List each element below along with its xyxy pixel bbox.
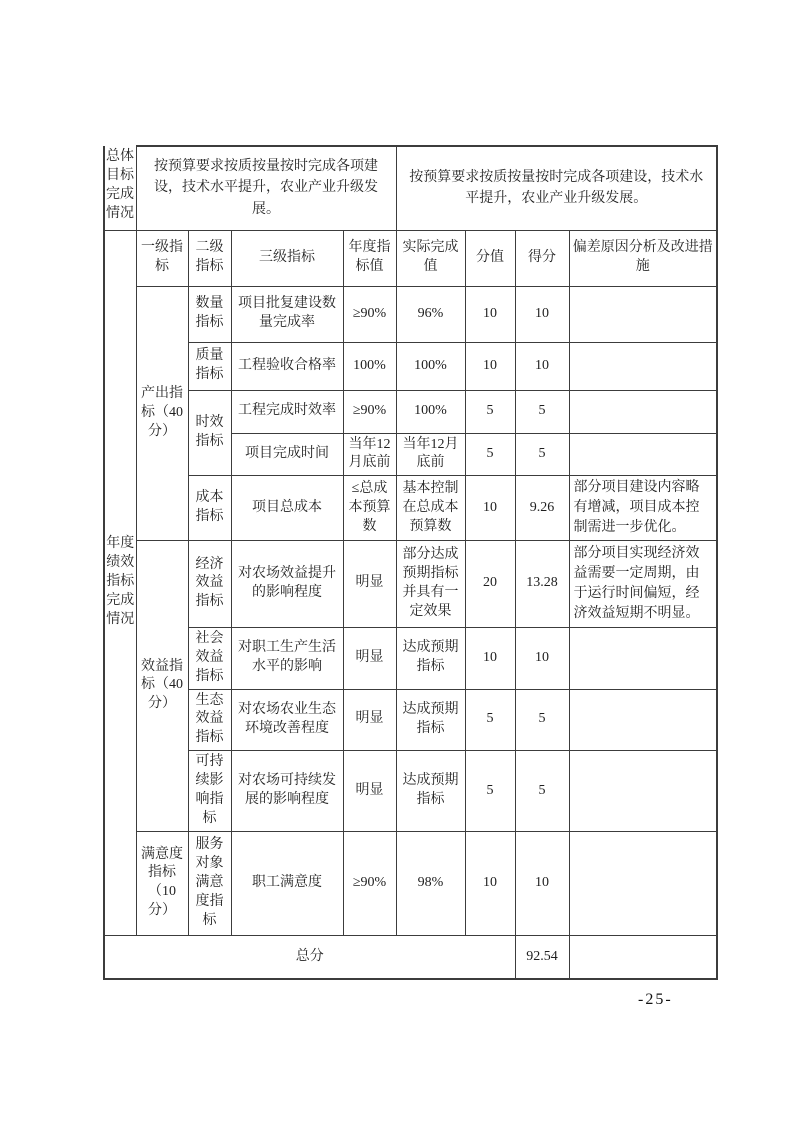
- level1-benefit-indicator: 效益指标（40分）: [136, 540, 188, 831]
- remark-cell: 部分项目实现经济效益需要一定周期，由于运行时间偏短，经济效益短期不明显。: [569, 540, 717, 627]
- level2-cell: 生态效益指标: [188, 689, 231, 751]
- remark-cell: [569, 433, 717, 476]
- level2-cell: 成本指标: [188, 476, 231, 541]
- col-header-remark: 偏差原因分析及改进措施: [569, 230, 717, 286]
- actual-cell: 96%: [396, 286, 465, 342]
- level3-cell: 对职工生产生活水平的影响: [231, 627, 343, 689]
- actual-cell: 100%: [396, 342, 465, 390]
- table-row: [104, 689, 717, 751]
- section-label-overall: 总体目标完成情况: [104, 146, 136, 230]
- level3-cell: 项目完成时间: [231, 433, 343, 476]
- table-row: [104, 476, 717, 541]
- table-row: [104, 627, 717, 689]
- level1-output-indicator: 产出指标（40分）: [136, 286, 188, 540]
- score-cell: 5: [515, 390, 569, 433]
- score-cell: 5: [515, 689, 569, 751]
- col-header-level1: 一级指标: [136, 230, 188, 286]
- actual-cell: 98%: [396, 831, 465, 935]
- target-cell: ≥90%: [343, 831, 396, 935]
- table-row: [104, 286, 717, 342]
- section-label-annual: 年度绩效指标完成情况: [104, 230, 136, 935]
- performance-indicator-table: [103, 145, 718, 980]
- remark-cell: [569, 390, 717, 433]
- level3-cell: 工程完成时效率: [231, 390, 343, 433]
- target-cell: 明显: [343, 540, 396, 627]
- total-remark-cell: [569, 935, 717, 979]
- score-cell: 5: [515, 433, 569, 476]
- actual-cell: 达成预期指标: [396, 689, 465, 751]
- points-cell: 5: [465, 390, 515, 433]
- level2-cell: 时效指标: [188, 390, 231, 476]
- target-cell: ≥90%: [343, 286, 396, 342]
- actual-cell: 部分达成预期指标并具有一定效果: [396, 540, 465, 627]
- target-cell: 100%: [343, 342, 396, 390]
- remark-cell: [569, 831, 717, 935]
- score-cell: 5: [515, 751, 569, 832]
- total-label-cell: 总分: [104, 935, 515, 979]
- col-header-actual: 实际完成值: [396, 230, 465, 286]
- score-cell: 10: [515, 342, 569, 390]
- level3-cell: 项目总成本: [231, 476, 343, 541]
- remark-cell: [569, 342, 717, 390]
- level3-cell: 对农场可持续发展的影响程度: [231, 751, 343, 832]
- level3-cell: 项目批复建设数量完成率: [231, 286, 343, 342]
- target-cell: 明显: [343, 689, 396, 751]
- score-cell: 10: [515, 831, 569, 935]
- col-header-target: 年度指标值: [343, 230, 396, 286]
- overall-goal-row: [104, 146, 717, 230]
- remark-cell: [569, 627, 717, 689]
- col-header-score: 得分: [515, 230, 569, 286]
- table-row: [104, 342, 717, 390]
- overall-goal-left-cell: 按预算要求按质按量按时完成各项建设，技术水平提升，农业产业升级发展。: [136, 146, 396, 230]
- level2-cell: 质量指标: [188, 342, 231, 390]
- col-header-points: 分值: [465, 230, 515, 286]
- target-cell: ≤总成本预算数: [343, 476, 396, 541]
- level2-cell: 服务对象满意度指标: [188, 831, 231, 935]
- actual-cell: 达成预期指标: [396, 751, 465, 832]
- points-cell: 10: [465, 476, 515, 541]
- table-header-row: [104, 230, 717, 286]
- table-row: [104, 831, 717, 935]
- points-cell: 10: [465, 342, 515, 390]
- overall-goal-right-cell: 按预算要求按质按量按时完成各项建设，技术水平提升，农业产业升级发展。: [396, 146, 717, 230]
- target-cell: 当年12月底前: [343, 433, 396, 476]
- actual-cell: 基本控制在总成本预算数: [396, 476, 465, 541]
- points-cell: 10: [465, 831, 515, 935]
- remark-cell: [569, 689, 717, 751]
- target-cell: 明显: [343, 751, 396, 832]
- remark-cell: 部分项目建设内容略有增减，项目成本控制需进一步优化。: [569, 476, 717, 541]
- points-cell: 5: [465, 433, 515, 476]
- level3-cell: 工程验收合格率: [231, 342, 343, 390]
- total-score-cell: 92.54: [515, 935, 569, 979]
- target-cell: 明显: [343, 627, 396, 689]
- points-cell: 5: [465, 751, 515, 832]
- level2-cell: 数量指标: [188, 286, 231, 342]
- score-cell: 10: [515, 286, 569, 342]
- points-cell: 20: [465, 540, 515, 627]
- actual-cell: 100%: [396, 390, 465, 433]
- points-cell: 10: [465, 286, 515, 342]
- score-cell: 13.28: [515, 540, 569, 627]
- total-row: [104, 935, 717, 979]
- level2-cell: 经济效益指标: [188, 540, 231, 627]
- level1-satisfaction-indicator: 满意度指标（10分）: [136, 831, 188, 935]
- page-number: -25-: [638, 991, 673, 1008]
- remark-cell: [569, 751, 717, 832]
- level3-cell: 对农场效益提升的影响程度: [231, 540, 343, 627]
- col-header-level3: 三级指标: [231, 230, 343, 286]
- target-cell: ≥90%: [343, 390, 396, 433]
- actual-cell: 达成预期指标: [396, 627, 465, 689]
- level2-cell: 可持续影响指标: [188, 751, 231, 832]
- actual-cell: 当年12月底前: [396, 433, 465, 476]
- table-row: [104, 390, 717, 433]
- score-cell: 10: [515, 627, 569, 689]
- col-header-level2: 二级指标: [188, 230, 231, 286]
- level3-cell: 对农场农业生态环境改善程度: [231, 689, 343, 751]
- points-cell: 10: [465, 627, 515, 689]
- level3-cell: 职工满意度: [231, 831, 343, 935]
- table-row: [104, 540, 717, 627]
- remark-cell: [569, 286, 717, 342]
- table-row: [104, 751, 717, 832]
- level2-cell: 社会效益指标: [188, 627, 231, 689]
- points-cell: 5: [465, 689, 515, 751]
- score-cell: 9.26: [515, 476, 569, 541]
